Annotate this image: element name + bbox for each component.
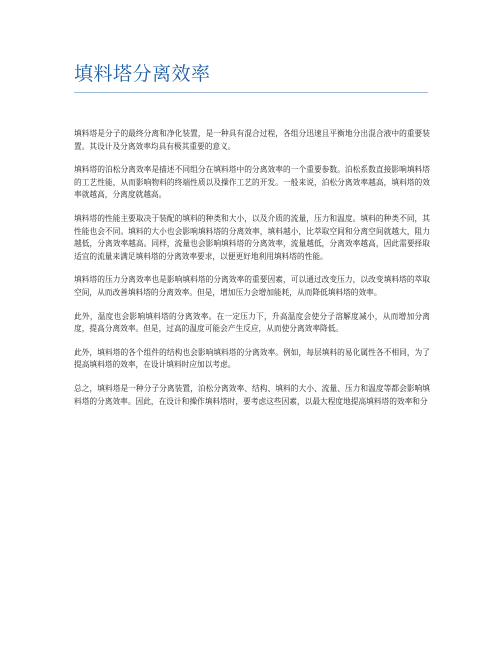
page-title: 填料塔分离效率 (74, 63, 211, 85)
paragraph-temperature: 此外，温度也会影响填料塔的分离效率。在一定压力下，升高温度会使分子溶解度减小，从而增加分离度，提高分离效率。但是，过高的温度可能会产生反应，从而使分离效率降低。 (74, 311, 430, 334)
document-body (74, 128, 430, 419)
paragraph-intro: 填料塔是分子的最终分离和净化装置，是一种具有混合过程，各组分迅速且平衡地分出混合液中的重要装置。其设计及分离效率均具有极其重要的意义。 (74, 129, 430, 151)
paragraph-structure: 此外，填料塔的各个组件的结构也会影响填料塔的分离效率。例如，每层填料的易化属性各不相同，为了提高填料塔的效率，在设计填料时应加以考虑。 (74, 347, 430, 370)
title-divider (74, 92, 428, 93)
paragraph-poisson-efficiency: 填料塔的泊松分离效率是描述不同组分在填料塔中的分离效率的一个重要参数。泊松系数直接影响填料塔的工艺性能，从而影响物料的终端性质以及操作工艺的开发。一般来说，泊松分离效率越高，填料塔的效率就越高，分离度就越高。 (74, 165, 430, 200)
paragraph-summary: 总之，填料塔是一种分子分离装置，泊松分离效率、结构、填料的大小、流量、压力和温度等都会影响填料塔的分离效率。因此，在设计和操作填料塔时，要考虑这些因素，以最大程度地提高填料塔的效率和分 (74, 383, 430, 406)
paragraph-pressure: 填料塔的压力分离效率也是影响填料塔的分离效率的重要因素，可以通过改变压力，以改变填料塔的萃取空间，从而改善填料塔的分离效率。但是，增加压力会增加能耗，从而降低填料塔的效率。 (74, 275, 430, 297)
paragraph-packing-performance: 填料塔的性能主要取决于装配的填料的种类和大小，以及介质的流量，压力和温度。填料的种类不同，其性能也会不同。填料的大小也会影响填料塔的分离效率，填料越小，比萃取空间和分离空间就越大，阻力越低，分离效率越高。同样，流量也会影响填料塔的分离效率，流量越低，分离效率越高，因此需要择取适宜的流量来满足填料塔的分离效率要求，以便更好地利用填料塔的性能。 (74, 213, 430, 261)
